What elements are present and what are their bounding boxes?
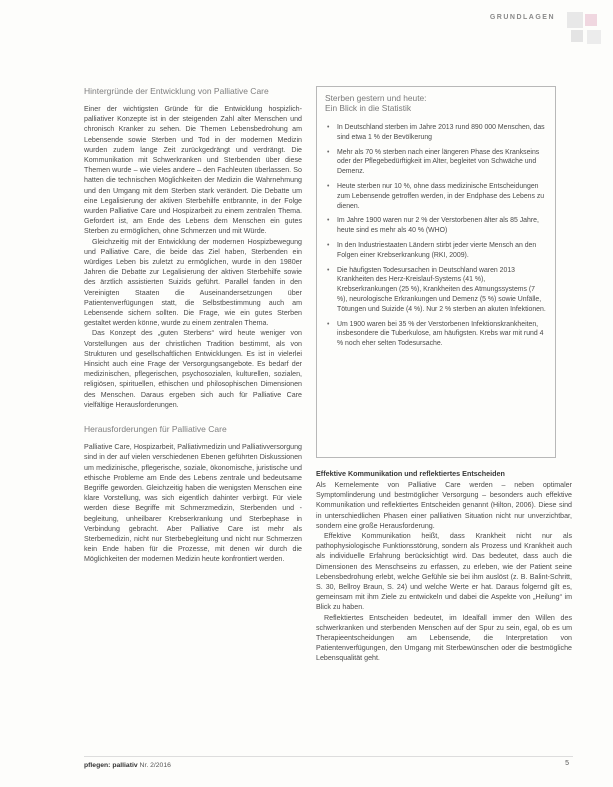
- section-title: Hintergründe der Entwicklung von Palliative Care: [84, 86, 269, 96]
- list-item: • Heute sterben nur 10 %, ohne dass medizinische Entscheidungen zum Lebensende getroffen werden, in der Endphase des Lebens zu dienen.: [325, 182, 547, 211]
- box-title-line: Ein Blick in die Statistik: [325, 103, 412, 113]
- section-heading: Effektive Kommunikation und reflektiertes Entscheiden: [316, 469, 505, 478]
- section-challenges: [84, 424, 302, 564]
- paragraph: Als Kernelemente von Palliative Care werden – neben optimaler Symptomlinderung und bestmöglicher Versorgung – besonders auch effektive Kommunikation und reflektiertes Entscheiden genannt (Hilton, 2006). Diese sind in unterschiedlichen Phasen einer palliativen Situation nicht nur unverzichtbar, sondern eine große Herausforderung.: [316, 481, 572, 530]
- statistics-list: [325, 123, 547, 349]
- logo-graphic: [563, 8, 605, 48]
- paragraph: Gleichzeitig mit der Entwicklung der modernen Hospizbewegung und Palliative Care, die beide das Ziel haben, Sterbenden ein würdiges Leben bis zuletzt zu ermöglichen, wurde in den 1980er Jahren die Debatte zur Legalisierung der aktiven Sterbehilfe sowie des ärztlich assistierten Suizids geführt. Parallel fanden in den Vereinigten Staaten die Auseinandersetzungen über Patientenverfügungen statt, die Selbstbestimmung auch am Lebensende sichern sollten. Die Frage, wie ein gutes Sterben gestaltet werden könne, wurde zu einem zentralen Thema.: [84, 237, 302, 328]
- left-column: [84, 86, 302, 565]
- paragraph: Reflektiertes Entscheiden bedeutet, im Idealfall immer den Willen des schwerkranken und sterbenden Menschen auf der Spur zu sein, egal, ob es um Therapieentscheidungen am Lebensende, die Interpretation von Patientenverfügungen, den Umgang mit Sterbewünschen oder die bestmögliche Lebensqualität geht.: [316, 613, 572, 663]
- section-communication: [316, 469, 572, 664]
- footer-divider: [84, 756, 573, 757]
- section-title: Herausforderungen für Palliative Care: [84, 424, 227, 435]
- box-title: [325, 93, 547, 113]
- paragraph: Das Konzept des „guten Sterbens“ wird heute weniger von Vorstellungen aus der christlichen Tradition bestimmt, als von Strukturen und gesellschaftlichen Entwicklungen. Es ist in vielerlei Hinsicht auch eine Frage der Versorgungsangebote. Es bedarf der medizinischen, pflegerischen, psychosozialen, kulturellen, sozialen, religiösen, spirituellen, ethischen und philosophischen Dimensionen des Menschen. Daraus ergeben sich auch für Palliative Care vielfältige Herausforderungen.: [84, 329, 302, 409]
- paragraph: Palliative Care, Hospizarbeit, Palliativmedizin und Palliativversorgung sind in der auf vielen verschiedenen Ebenen geführten Diskussionen um medizinische, pflegerische, soziale, ökonomische, juristische und ethische Probleme am Ende des Lebens zentrale und bedeutsame Begriffe geworden. Gleichzeitig haben die wenigsten Menschen eine klare Vorstellung, was sich eigentlich dahinter verbirgt. Für viele werden diese Begriffe mit Schmerzmedizin, Sterbenden und -begleitung, unheilbarer Krebserkrankung und Sterbephase in Verbindung gebracht. Aber Palliative Care ist mehr als Sterbemedizin, nicht nur Sterbebegleitung und nicht nur Schmerzen kein Ende haben für die Prozesse, mit denen wir durch die Möglichkeiten der modernen Medizin heute konfrontiert werden.: [84, 443, 302, 564]
- list-item: • In den Industriestaaten Ländern stirbt jeder vierte Mensch an den Folgen einer Krebserkrankung (RKI, 2009).: [325, 241, 547, 261]
- section-label: GRUNDLAGEN: [489, 14, 555, 21]
- journal-name: pflegen: palliativ: [84, 762, 138, 769]
- paragraph: Einer der wichtigsten Gründe für die Entwicklung hospizlich-palliativer Konzepte ist in der steigenden Zahl alter Menschen und chronisch Kranker zu sehen. Die Themen Lebensbedrohung am Lebensende sowie Sterben und Tod in der modernen Medizin wurden zudem lange Zeit zurückgedrängt und verdrängt. Die Kommunikation mit Schwerkranken und Sterbenden über diese Themen wurde – wie vieles andere – den Fachleuten überlassen. So hatten die technischen Möglichkeiten der Medizin die Wahrnehmung und den Umgang mit dem Sterben stark verändert. Die Debatte um eine Legalisierung der aktiven Sterbehilfe entbrannte, in der Folge wurden Palliative Care und Hospizarbeit zu einem zentralen Thema. Gefordert ist, am Ende des Lebens dem Menschen ein gutes Sterben zu ermöglichen, ohne Schmerzen und mit Würde.: [84, 105, 302, 236]
- list-item: • Im Jahre 1900 waren nur 2 % der Verstorbenen älter als 85 Jahre, heute sind es mehr als 40 % (WHO): [325, 216, 547, 236]
- list-item: • In Deutschland sterben im Jahre 2013 rund 890 000 Menschen, das sind etwa 1 % der Bevölkerung: [325, 123, 547, 143]
- statistics-box: [316, 86, 556, 458]
- right-column: [316, 86, 572, 664]
- issue-number: Nr. 2/2016: [139, 762, 171, 769]
- list-item: • Die häufigsten Todesursachen in Deutschland waren 2013 Krankheiten des Herz-Kreislauf-Systems (41 %), Krebserkrankungen (25 %), Krankheiten des Atmungssystems (7 %), neurologische Erkrankungen und Demenz (5 %) sowie Unfälle, Tötungen und Suizide (4 %). Nur 2 % sterben an akuten Infektionen.: [325, 266, 547, 315]
- box-title-line: Sterben gestern und heute:: [325, 93, 427, 103]
- paragraph: Effektive Kommunikation heißt, dass Krankheit nicht nur als pathophysiologische Funktionsstörung, sondern als Prozess und Krankheit auch als individuelle Erfahrung berücksichtigt wird. Das bedeutet, dass auch die Dimensionen des Menschseins zu erfassen, zu erleben, wie der Patient seine Lebensbedrohung erlebt, welche Gefühle sie bei ihm auslöst (z. B. Balint-Schritt, S. 30, Bellroy Braun, S. 24) und welche Werte er hat. Daraus folgernd gilt es, gemeinsam mit ihm Ziele zu entwickeln und dabei die Aspekte von „Heilung“ im Blick zu haben.: [316, 532, 572, 612]
- list-item: • Mehr als 70 % sterben nach einer längeren Phase des Krankseins oder der Pflegebedürftigkeit im Alter, begleitet von Schwäche und Demenz.: [325, 148, 547, 177]
- list-item: • Um 1900 waren bei 35 % der Verstorbenen Infektionskrankheiten, insbesondere die Tuberkulose, am häufigsten. Krebs war mit rund 4 % noch eher selten Todesursache.: [325, 320, 547, 349]
- page-number: 5: [565, 760, 569, 767]
- footer-journal: [84, 762, 171, 769]
